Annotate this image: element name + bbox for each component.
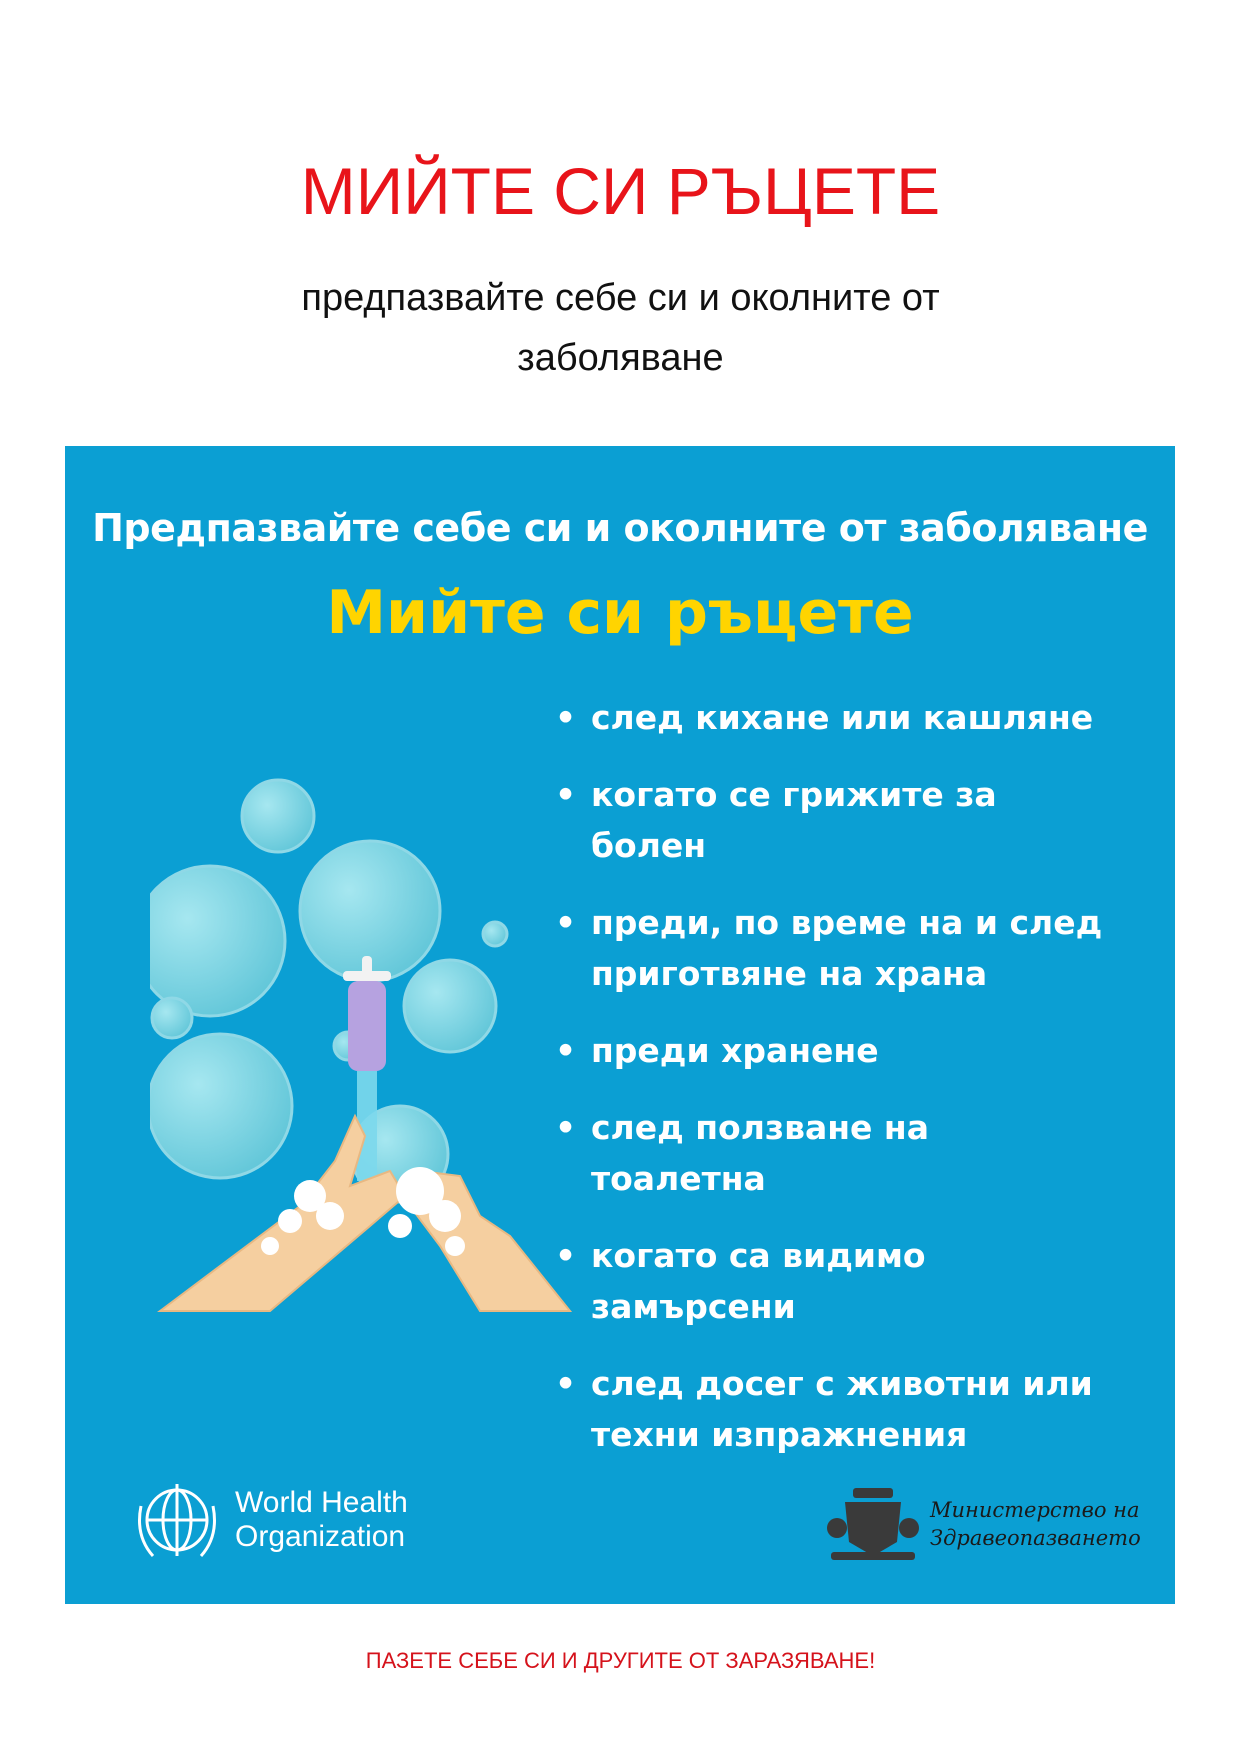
list-item: • когато се грижите за болен bbox=[553, 769, 1163, 871]
poster-title: Мийте си ръцете bbox=[326, 578, 914, 648]
list-item: • когато са видимо замърсени bbox=[553, 1230, 1163, 1332]
list-item: • след ползване на тоалетна bbox=[553, 1102, 1163, 1204]
poster-subtitle: Предпазвайте себе си и околните от заболяване bbox=[92, 506, 1148, 550]
bullet-list bbox=[553, 692, 1163, 1486]
handwashing-bubbles-icon bbox=[150, 776, 580, 1316]
page-subtitle bbox=[180, 268, 1061, 388]
handwashing-poster bbox=[65, 446, 1175, 1604]
who-logo-text: World Health Organization bbox=[235, 1486, 408, 1553]
page-subtitle-line-2: заболяване bbox=[517, 337, 724, 379]
list-item: • преди хранене bbox=[553, 1025, 1163, 1076]
page-title: МИЙТЕ СИ РЪЦЕТЕ bbox=[300, 154, 941, 228]
list-item: • след кихане или кашляне bbox=[553, 692, 1163, 743]
ministry-logo-text: Министерство на Здравеопазването bbox=[930, 1498, 1141, 1550]
footer-slogan: ПАЗЕТЕ СЕБЕ СИ И ДРУГИТЕ ОТ ЗАРАЗЯВАНЕ! bbox=[365, 1648, 876, 1673]
page-subtitle-line-1: предпазвайте себе си и околните от bbox=[301, 277, 940, 319]
list-item: • след досег с животни или техни изпражнения bbox=[553, 1358, 1163, 1460]
list-item: • преди, по време на и след приготвяне на храна bbox=[553, 897, 1163, 999]
